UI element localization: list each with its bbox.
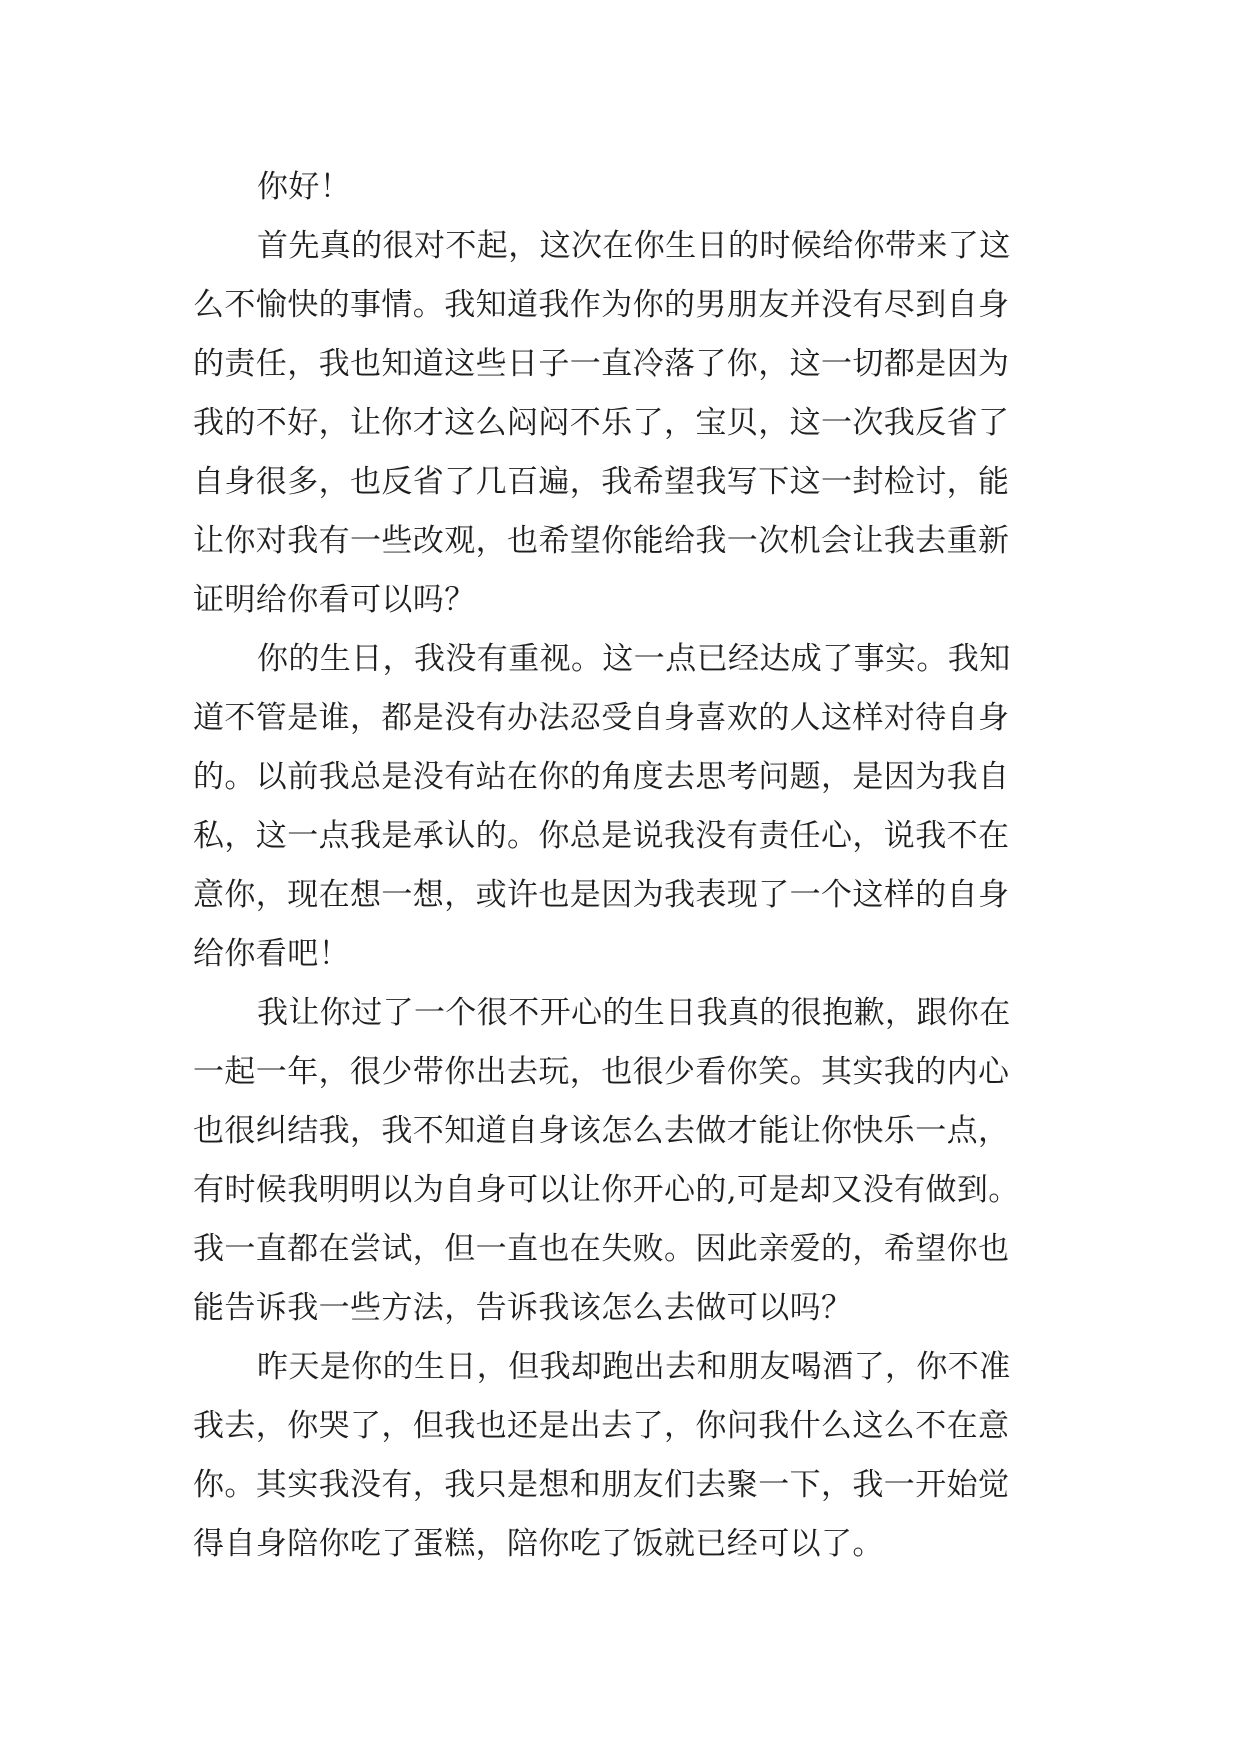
paragraph-3-line-5: 我一直都在尝试，但一直也在失败。因此亲爱的，希望你也 (193, 1231, 1010, 1267)
paragraph-1-line-7: 证明给你看可以吗？ (193, 582, 476, 618)
paragraph-2-line-1: 你的生日，我没有重视。这一点已经达成了事实。我知 (257, 641, 1011, 677)
paragraph-1-line-3: 的责任，我也知道这些日子一直冷落了你，这一切都是因为 (193, 346, 1010, 382)
paragraph-1-line-6: 让你对我有一些改观，也希望你能给我一次机会让我去重新 (193, 523, 1010, 559)
paragraph-2-line-3: 的。以前我总是没有站在你的角度去思考问题，是因为我自 (193, 759, 1010, 795)
paragraph-1-line-1: 首先真的很对不起，这次在你生日的时候给你带来了这 (257, 228, 1011, 264)
paragraph-2-line-6: 给你看吧！ (193, 936, 350, 972)
paragraph-4-line-3: 你。其实我没有，我只是想和朋友们去聚一下，我一开始觉 (193, 1467, 1010, 1503)
letter-body (193, 158, 1073, 1574)
paragraph-4-line-1: 昨天是你的生日，但我却跑出去和朋友喝酒了，你不准 (257, 1349, 1011, 1385)
paragraph-3-line-2: 一起一年，很少带你出去玩，也很少看你笑。其实我的内心 (193, 1054, 1010, 1090)
paragraph-2-line-4: 私，这一点我是承认的。你总是说我没有责任心，说我不在 (193, 818, 1010, 854)
paragraph-1-line-2: 么不愉快的事情。我知道我作为你的男朋友并没有尽到自身 (193, 287, 1010, 323)
paragraph-1-line-4: 我的不好，让你才这么闷闷不乐了，宝贝，这一次我反省了 (193, 405, 1010, 441)
paragraph-4-line-2: 我去，你哭了，但我也还是出去了，你问我什么这么不在意 (193, 1408, 1010, 1444)
paragraph-2-line-2: 道不管是谁，都是没有办法忍受自身喜欢的人这样对待自身 (193, 700, 1010, 736)
greeting-line: 你好！ (257, 169, 352, 205)
paragraph-3-line-6: 能告诉我一些方法，告诉我该怎么去做可以吗？ (193, 1290, 853, 1326)
paragraph-3-line-1: 我让你过了一个很不开心的生日我真的很抱歉，跟你在 (257, 995, 1011, 1031)
paragraph-3-line-4: 有时候我明明以为自身可以让你开心的,可是却又没有做到。 (193, 1172, 1020, 1208)
paragraph-1-line-5: 自身很多，也反省了几百遍，我希望我写下这一封检讨，能 (193, 464, 1010, 500)
paragraph-4-line-4: 得自身陪你吃了蛋糕，陪你吃了饭就已经可以了。 (193, 1526, 884, 1562)
paragraph-3-line-3: 也很纠结我，我不知道自身该怎么去做才能让你快乐一点， (193, 1113, 1010, 1149)
paragraph-2-line-5: 意你，现在想一想，或许也是因为我表现了一个这样的自身 (193, 877, 1010, 913)
